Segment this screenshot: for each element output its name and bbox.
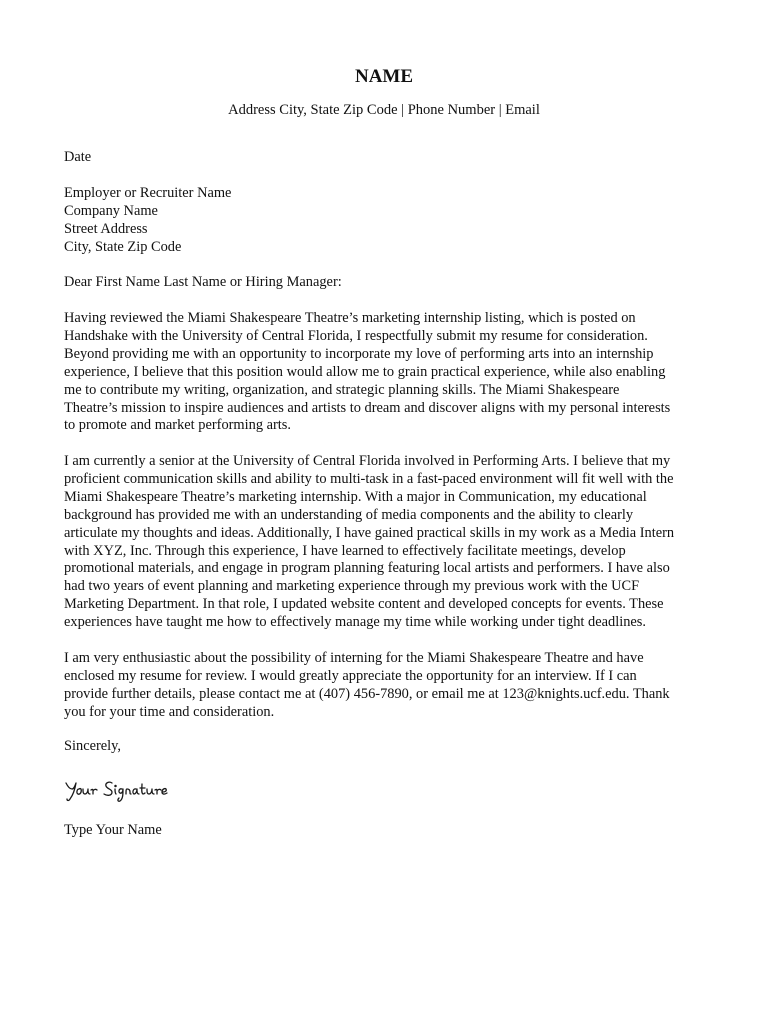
paragraph-line: proficient communication skills and ability to multi-task in a fast-paced environment will fit well with the [64, 470, 674, 487]
paragraph-line: I am very enthusiastic about the possibility of interning for the Miami Shakespeare Theatre and have [64, 650, 644, 666]
paragraph-line: me to contribute my writing, organization, and strategic planning skills. The Miami Shakespeare [64, 381, 620, 398]
paragraph-line: Handshake with the University of Central Florida, I respectfully submit my resume for consideration. [64, 327, 648, 344]
paragraph-line: experiences have taught me how to effectively manage my time while working under tight deadlines. [64, 614, 646, 631]
paragraph-line: Having reviewed the Miami Shakespeare Theatre’s marketing internship listing, which is posted on [64, 310, 636, 326]
recipient-city-state-zip: City, State Zip Code [64, 238, 182, 255]
recipient-block [64, 185, 712, 257]
paragraph-line: had two years of event planning and marketing experience through my previous work with the UCF [64, 578, 640, 595]
typed-name: Type Your Name [64, 822, 162, 838]
paragraph-line: experience, I believe that this position would allow me to grain practical experience, while also enabling [64, 363, 666, 380]
paragraph-line: with XYZ, Inc. Through this experience, I have learned to effectively facilitate meetings, develop [64, 542, 626, 559]
body-paragraph-2 [64, 453, 712, 632]
letter-date: Date [64, 149, 92, 165]
body-paragraph-1 [64, 310, 712, 435]
paragraph-line: I am currently a senior at the University of Central Florida involved in Performing Arts. I believe that my [64, 453, 671, 469]
paragraph-line: Marketing Department. In that role, I updated website content and developed concepts for events. These [64, 596, 664, 613]
paragraph-line: provide further details, please contact me at (407) 456-7890, or email me at 123@knights.ucf.edu. Thank [64, 685, 670, 702]
paragraph-line: Theatre’s mission to inspire audiences and artists to dream and discover aligns with my personal interests [64, 399, 671, 416]
paragraph-line: articulate my thoughts and ideas. Additionally, I have gained practical skills in my work as a Media Intern [64, 524, 675, 541]
sender-contact-line: Address City, State Zip Code | Phone Number | Email [228, 102, 540, 118]
recipient-street: Street Address [64, 220, 148, 237]
paragraph-line: Beyond providing me with an opportunity to incorporate my love of performing arts into an internship [64, 345, 654, 362]
salutation: Dear First Name Last Name or Hiring Manager: [64, 274, 342, 290]
paragraph-line: you for your time and consideration. [64, 703, 275, 720]
paragraph-line: promotional materials, and engage in program planning featuring local artists and performers. I have also [64, 560, 670, 577]
sender-name: NAME [354, 66, 414, 87]
paragraph-line: enclosed my resume for review. I would greatly appreciate the opportunity for an interview. If I can [64, 667, 637, 684]
paragraph-line: to promote and market performing arts. [64, 417, 291, 434]
closing: Sincerely, [64, 738, 122, 754]
handwritten-signature [64, 777, 264, 805]
body-paragraph-3 [64, 650, 712, 722]
paragraph-line: Miami Shakespeare Theatre’s marketing internship. With a major in Communication, my educational [64, 488, 647, 505]
paragraph-line: background has provided me with an understanding of media components and the ability to clearly [64, 506, 634, 523]
recipient-company: Company Name [64, 202, 158, 219]
recipient-name: Employer or Recruiter Name [64, 185, 232, 201]
